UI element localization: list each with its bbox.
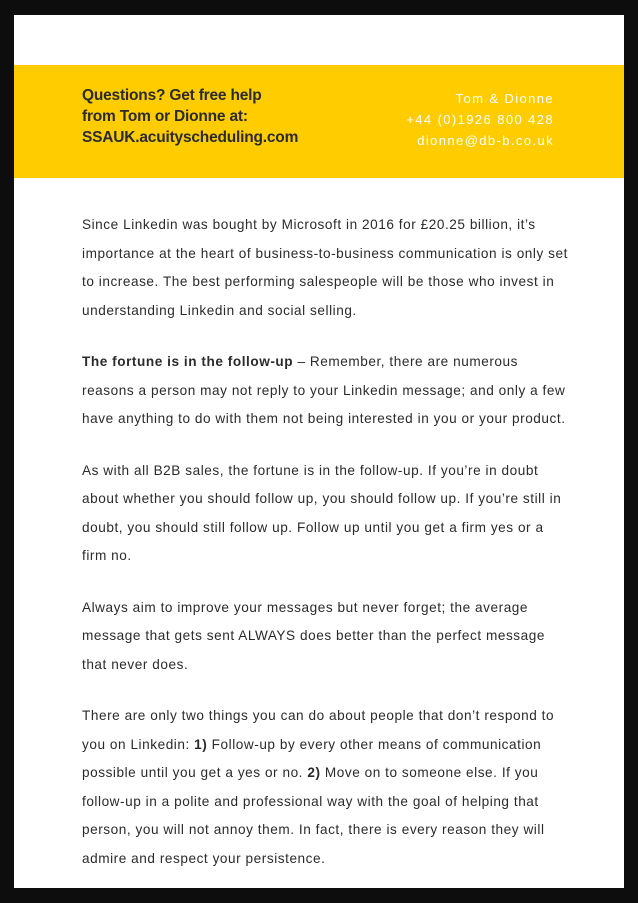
header-banner [14, 65, 624, 178]
paragraph-5-text-b: Follow-up by every other means of communication possible until you get a yes or no. [82, 736, 542, 780]
paragraph-2-text: – Remember, there are numerous reasons a person may not reply to your Linkedin message; and only a few have anything to do with them not being interested in you or your product. [82, 354, 566, 426]
paragraph-5-text-a: There are only two things you can do about people that don’t respond to you on Linkedin: [82, 708, 555, 752]
scheduling-link[interactable]: SSAUK.acuityscheduling.com [82, 129, 299, 146]
questions-line-2: from Tom or Dionne at: [82, 108, 248, 125]
questions-block [82, 85, 298, 148]
paragraph-5 [82, 702, 572, 873]
paragraph-2-heading: The fortune is in the follow-up [82, 354, 294, 369]
step-1-marker: 1) [194, 736, 208, 752]
paragraph-2 [82, 348, 572, 434]
contact-name: Tom & Dionne [455, 91, 554, 106]
contact-block [406, 88, 554, 151]
paragraph-3: As with all B2B sales, the fortune is in the follow-up. If you’re in doubt about whether you should follow up, you should follow up. If you’re still in doubt, you should still follow up. Follow up until you get a firm yes or a firm no. [82, 462, 562, 563]
questions-line-1: Questions? Get free help [82, 87, 262, 104]
paragraph-1: Since Linkedin was bought by Microsoft in 2016 for £20.25 billion, it’s importance at the heart of business-to-business communication is only set to increase. The best performing salespeople will be those who invest in understanding Linkedin and social selling. [82, 217, 568, 318]
article-body [82, 211, 572, 896]
page [14, 15, 624, 888]
paragraph-4: Always aim to improve your messages but never forget; the average message that gets sent ALWAYS does better than the perfect message that never does. [82, 599, 545, 672]
paragraph-5-text-c: Move on to someone else. If you follow-up in a polite and professional way with the goal of helping that person, you will not annoy them. In fact, there is every reason they will admire and respect your persistence. [82, 765, 545, 866]
step-2-marker: 2) [307, 765, 321, 780]
contact-phone[interactable]: +44 (0)1926 800 428 [406, 112, 554, 127]
contact-email[interactable]: dionne@db-b.co.uk [417, 133, 554, 148]
